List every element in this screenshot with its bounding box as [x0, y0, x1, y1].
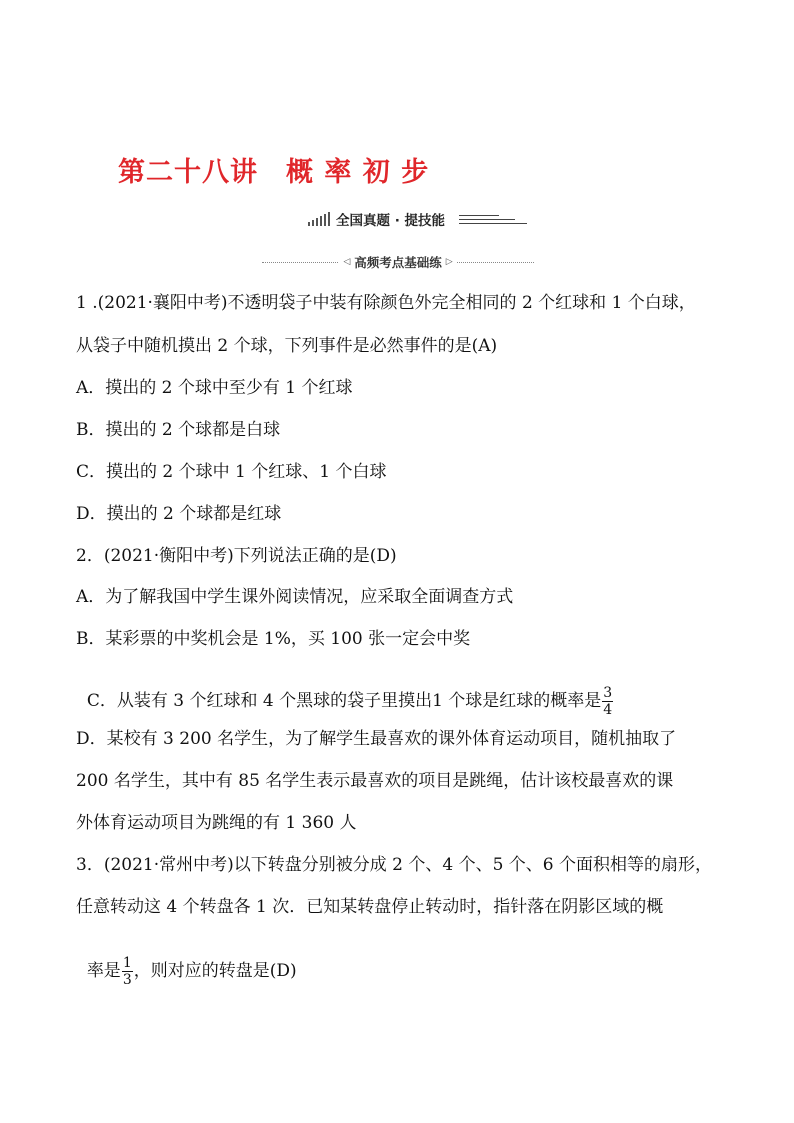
fraction-numerator: 1 — [122, 955, 132, 971]
signal-bars-icon — [308, 212, 330, 226]
q1-stem-line1: 1 .(2021·襄阳中考)不透明袋子中装有除颜色外完全相同的 2 个红球和 1 个白球， — [76, 293, 696, 313]
q1-option-d: D．摸出的 2 个球都是红球 — [76, 504, 282, 524]
fraction — [602, 686, 613, 717]
q1-option-a: A．摸出的 2 个球中至少有 1 个红球 — [76, 378, 353, 398]
q2-option-d-line1: D．某校有 3 200 名学生，为了解学生最喜欢的课外体育运动项目，随机抽取了 — [76, 729, 677, 749]
q3-stem-line3 — [76, 934, 297, 987]
q2-option-d-line2: 200 名学生，其中有 85 名学生表示最喜欢的项目是跳绳，估计该校最喜欢的课 — [76, 771, 674, 791]
q2-option-b: B．某彩票的中奖机会是 1%，买 100 张一定会中奖 — [76, 629, 471, 649]
q1-option-c: C．摸出的 2 个球中 1 个红球、1 个白球 — [76, 462, 387, 482]
fraction — [122, 956, 133, 987]
q2-option-c — [76, 664, 614, 717]
section-header — [308, 210, 527, 228]
q2-option-d-line3: 外体育运动项目为跳绳的有 1 360 人 — [76, 813, 357, 833]
lesson-title: 第二十八讲 概 率 初 步 — [118, 157, 430, 188]
q1-option-b: B．摸出的 2 个球都是白球 — [76, 420, 281, 440]
section-label: 全国真题 · 提技能 — [336, 213, 446, 229]
left-triangle-icon: ◁ — [343, 257, 351, 267]
q3-line3-prefix: 率是 — [86, 961, 121, 981]
subsection-label: 高频考点基础练 — [354, 255, 442, 270]
section-decor-lines — [459, 215, 527, 224]
right-triangle-icon: ▷ — [445, 257, 453, 267]
q1-stem-line2: 从袋子中随机摸出 2 个球，下列事件是必然事件的是(A) — [76, 336, 498, 356]
subsection-header — [262, 252, 534, 272]
q3-line3-suffix: ，则对应的转盘是(D) — [133, 961, 297, 981]
fraction-denominator: 3 — [122, 972, 132, 988]
fraction-denominator: 4 — [603, 702, 613, 718]
q2-option-c-text: C．从装有 3 个红球和 4 个黑球的袋子里摸出1 个球是红球的概率是 — [86, 691, 602, 711]
q2-option-a: A．为了解我国中学生课外阅读情况，应采取全面调查方式 — [76, 587, 514, 607]
q2-stem: 2．(2021·衡阳中考)下列说法正确的是(D) — [76, 546, 397, 566]
fraction-numerator: 3 — [603, 685, 613, 701]
q3-stem-line1: 3．(2021·常州中考)以下转盘分别被分成 2 个、4 个、5 个、6 个面积相等的扇形， — [76, 855, 713, 875]
q3-stem-line2: 任意转动这 4 个转盘各 1 次．已知某转盘停止转动时，指针落在阴影区域的概 — [76, 897, 664, 917]
